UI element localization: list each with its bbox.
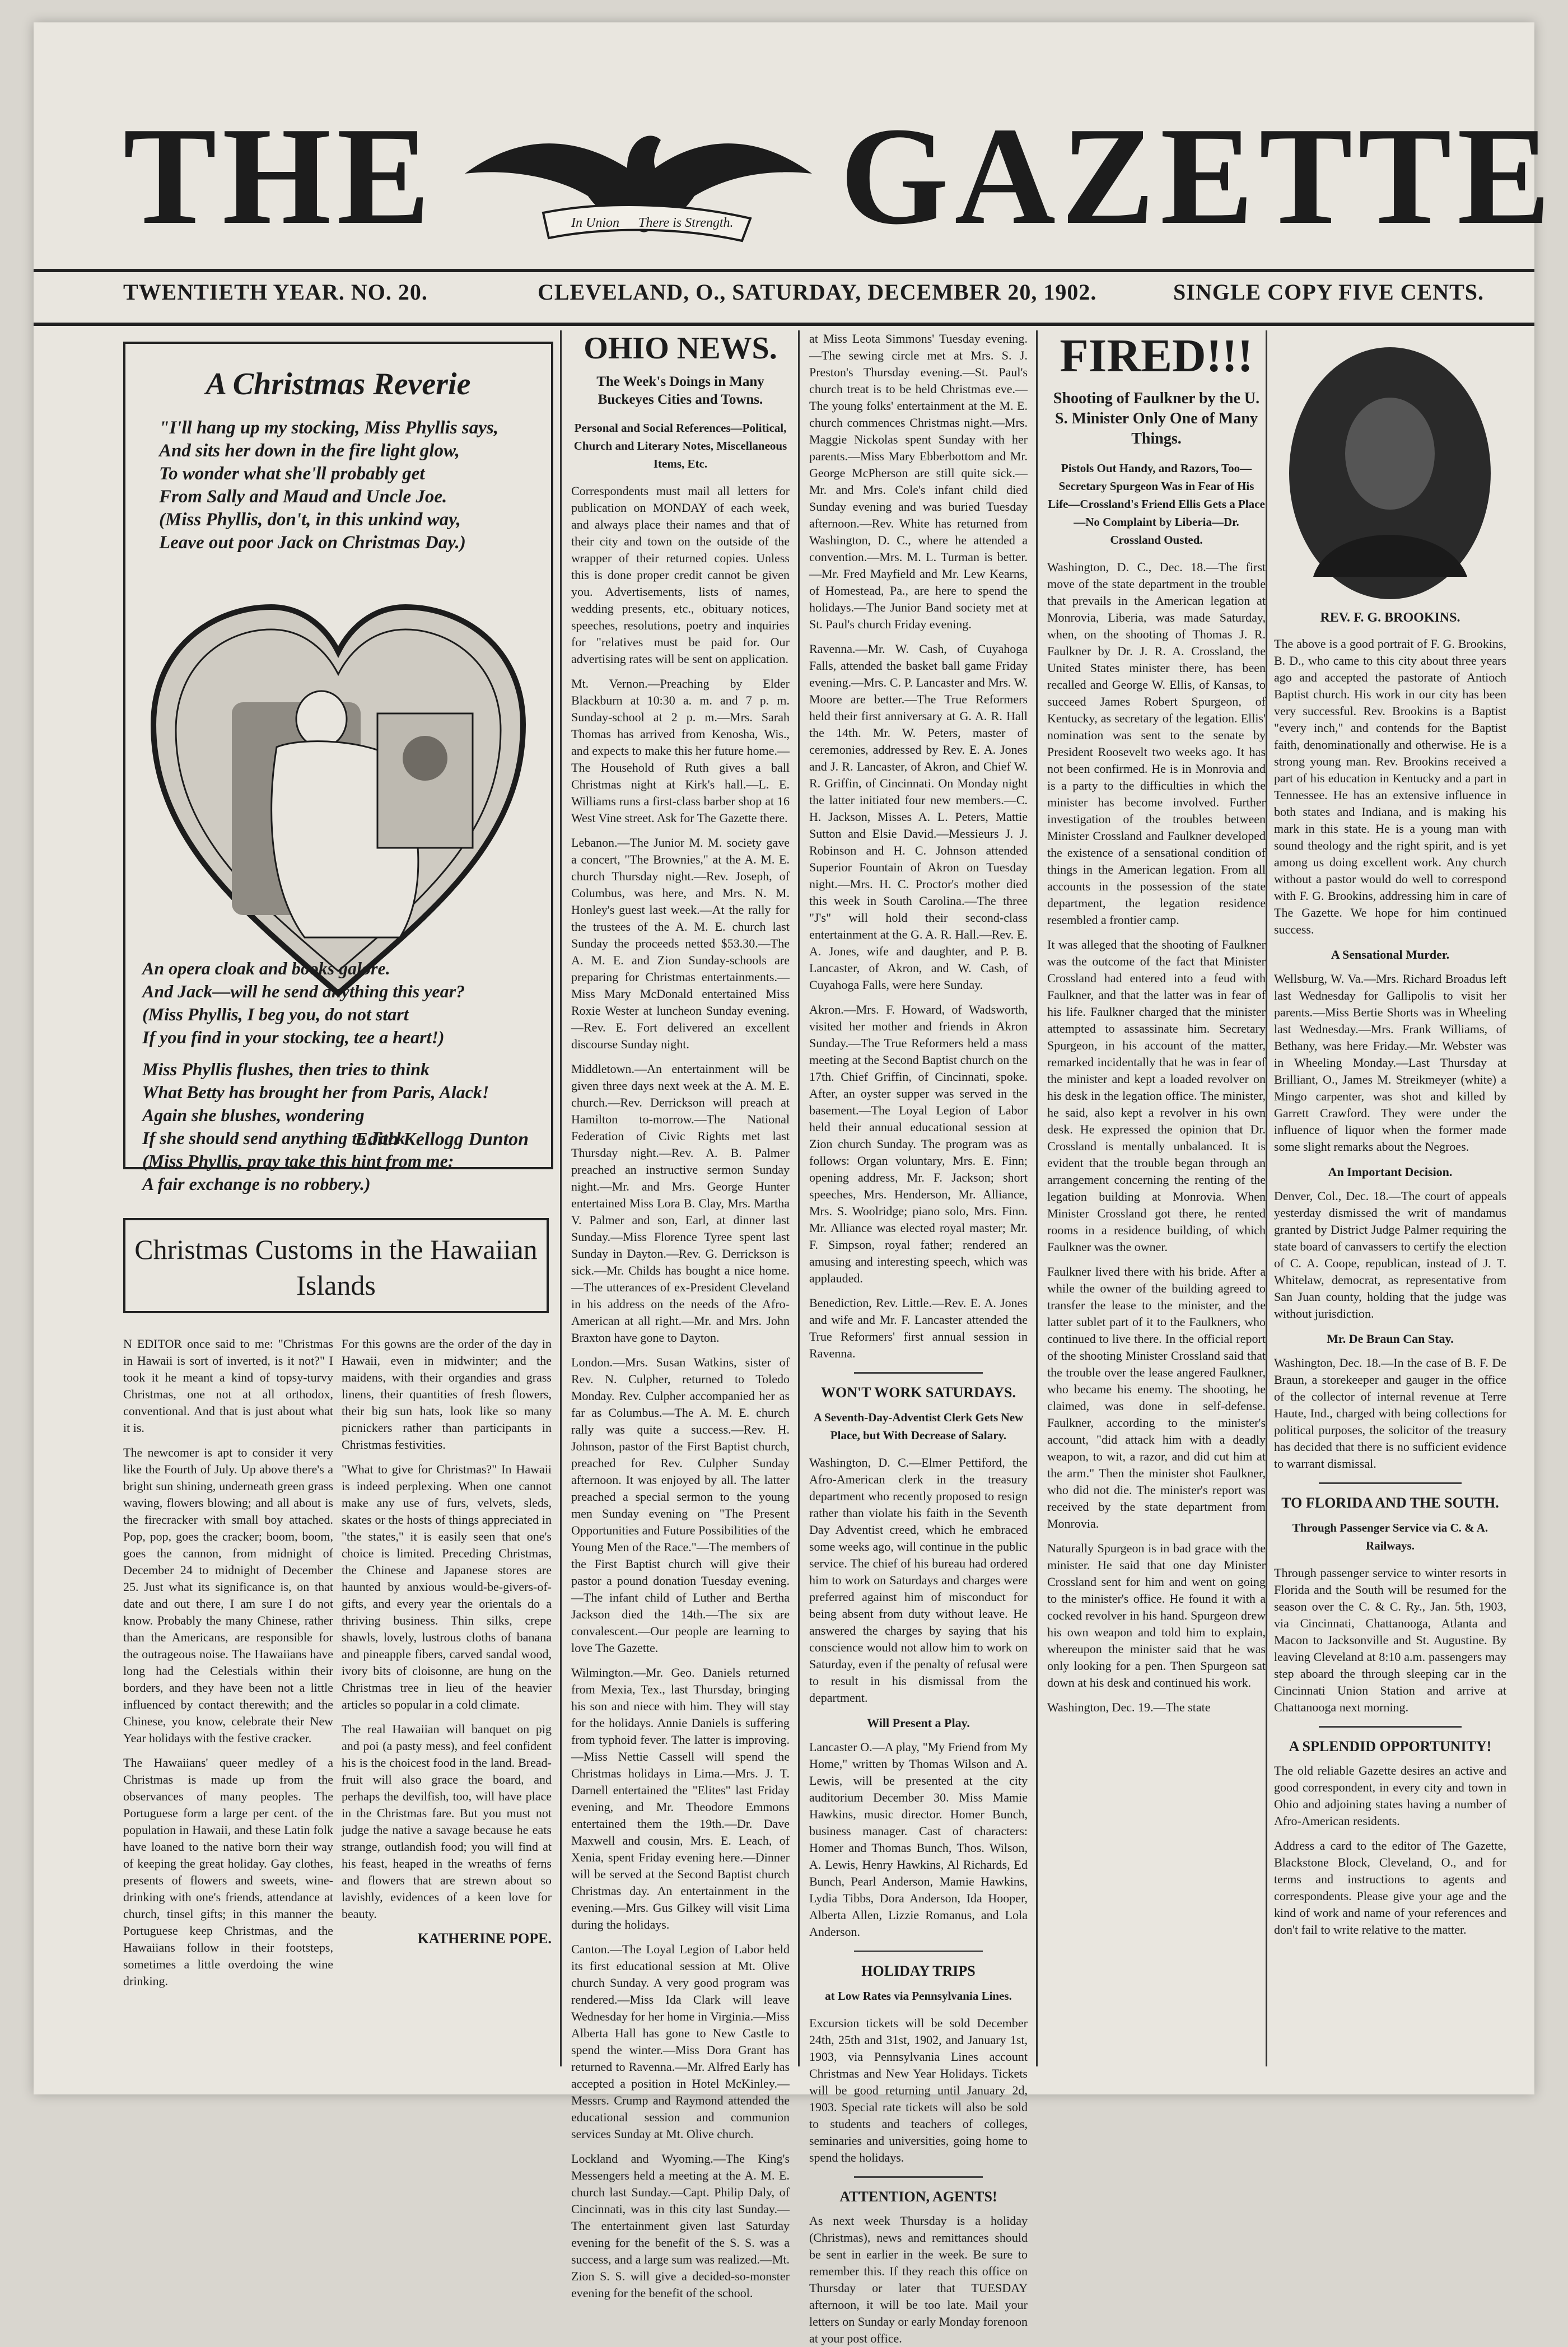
- eagle-emblem-icon: [459, 106, 818, 263]
- news-paragraph: Canton.—The Loyal Legion of Labor held its first educational session at Mt. Olive church Sunday. A very good program was rendered.—Miss Ida Clark will leave Wednesday for her home in Virginia.—Miss Alberta Hall has gone to New Castle to spend the winter.—Miss Dora Grant has returned to Ravenna.—Mr. Alfred Early has accepted a position in Hotel McKinley.—Messrs. Crump and Raymond attended the educational session and communion services Sunday at Mt. Olive church.: [571, 1942, 790, 2141]
- news-paragraph: Lockland and Wyoming.—The King's Messengers held a meeting at the A. M. E. church last Sunday.—Capt. Philip Daly, of Cincinnati, was in this city last Sunday.—The entertainment given last Saturday evening for the benefit of the S. S. was a success, and a large sum was realized.—Mt. Zion S. S. will give a decided-so-monster evening for the benefit of the school.: [571, 2152, 790, 2300]
- poem-line: (Miss Phyllis, don't, in this unkind way,: [159, 510, 461, 530]
- copy-price: SINGLE COPY FIVE CENTS.: [1173, 279, 1484, 305]
- news-paragraph: Mt. Vernon.—Preaching by Elder Blackburn at 10:30 a. m. and 7 p. m. Sunday-school at 2 p. m.—Mrs. Sarah Thomas has arrived from Kenosha, Wis., and expects to make this her future home.—The Household of Ruth gives a ball Christmas night at Kirk's hall.—L. E. Williams runs a first-class barber shop at 16 West Vine street. Ask for The Gazette there.: [571, 676, 790, 825]
- debraun-headline: Mr. De Braun Can Stay.: [1327, 1332, 1454, 1346]
- poem-line: A fair exchange is no robbery.): [142, 1174, 371, 1194]
- poem-line: From Sally and Maud and Uncle Joe.: [159, 487, 447, 507]
- news-paragraph: The old reliable Gazette desires an active and good correspondent, in every city and town in Ohio and adjoining states having a number of Afro-American residents.: [1274, 1763, 1506, 1828]
- ohio-news-column: [571, 330, 790, 2300]
- news-paragraph: Washington, D. C.—Elmer Pettiford, the Afro-American clerk in the treasury department who recently proposed to resign rather than violate his faith in the Seventh Day Adventist creed, which he embraced some weeks ago, will continue in the public service. The chief of his bureau had ordered him to work on Saturdays and charges were preferred against him of misconduct for being absent from duty without leave. He answered the charges by saying that his conscience would not allow him to work on Saturday, even if the penalty of refusal were to result in his dismissal from the department.: [809, 1455, 1028, 1705]
- fired-headline: FIRED!!!: [1060, 330, 1253, 382]
- masthead-title-gazette: GAZETTE: [840, 99, 1556, 254]
- poem-line: To wonder what she'll probably get: [159, 464, 425, 484]
- news-paragraph: It was alleged that the shooting of Faulkner was the outcome of the fact that Minister Crossland had entered into a feud with Faulkner, and that the latter was in fear of his life. Faulkner charged that the minister attempted to assassinate him. Secretary Spurgeon, in his account of the matter, remarked incidentally that he was in fear of the minister and kept a loaded revolver on his desk in the legation office. The minister, he said, also kept a revolver in his own desk. He expressed the opinion that Dr. Crossland is mentally unbalanced. It is evident that the trouble began through an arrangement concerning the renting of the legation building at Monrovia. When Minister Crossland got there, he rented rooms in a residence building, of which Faulkner was the owner.: [1047, 937, 1266, 1254]
- saturdays-deck: A Seventh-Day-Adventist Clerk Gets New Place, but With Decrease of Salary.: [813, 1411, 1024, 1442]
- christmas-reverie-box: [123, 342, 553, 1194]
- poem-line: And sits her down in the fire light glow,: [159, 441, 460, 461]
- dateline-bar: [34, 269, 1534, 326]
- article-paragraph: N EDITOR once said to me: "Christmas in Hawaii is sort of inverted, is it not?" I took it he meant a kind of topsy-turvy Christmas, one not at all orthodox, conventional. And that is just about what it is.: [123, 1337, 333, 1435]
- poem-line: If she should send anything to Jack.: [142, 1128, 410, 1148]
- florida-deck: Through Passenger Service via C. & A. Railways.: [1292, 1521, 1488, 1552]
- holiday-trips-headline: HOLIDAY TRIPS: [861, 1963, 976, 1979]
- newspaper-page: [34, 22, 1556, 2345]
- fired-subdeck: Pistols Out Handy, and Razors, Too—Secretary Spurgeon Was in Fear of His Life—Crossland's Friend Ellis Gets a Place—No Complaint by Liberia—Dr. Crossland Ousted.: [1048, 461, 1265, 547]
- fired-column: [1047, 330, 1266, 2066]
- play-headline: Will Present a Play.: [867, 1716, 970, 1730]
- customs-column-2: [342, 1336, 552, 2080]
- poem-line: "I'll hang up my stocking, Miss Phyllis says,: [159, 418, 499, 438]
- news-paragraph: Excursion tickets will be sold December 24th, 25th and 31st, 1902, and January 1st, 1903, via Pennsylvania Lines account Christmas and New Year Holidays. Tickets will be good returning until January 2d, 1903. Special rate tickets will also be sold to students and teachers of colleges, seminaries and universities, going home to spend the holidays.: [809, 2016, 1028, 2164]
- heart-illustration-icon: [137, 579, 540, 1005]
- poem-line: An opera cloak and books galore.: [142, 958, 390, 978]
- news-paragraph: Benediction, Rev. Little.—Rev. E. A. Jones and wife and Mr. F. Lancaster attended the True Reformers' first annual session in Ravenna.: [809, 1296, 1028, 1360]
- masthead: [34, 22, 1556, 258]
- news-paragraph: Middletown.—An entertainment will be given three days next week at the A. M. E. church.—Rev. Derrickson will preach at Hamilton to-morrow.—The National Federation of Civic Rights met last Thursday night.—Rev. A. B. Palmer preached an instructive sermon Sunday night.—Mr. and Mrs. George Hunter entertained Miss Lora B. Clay, Mrs. Martha V. Palmer and son, Earl, at dinner last Sunday.—Miss Florence Tyree spent last Sunday in Dayton.—Rev. G. Derrickson is sick.—Mr. Childs has bought a nice home.—The utterances of ex-President Cleveland in his address on the needs of the Afro-American at all right.—Mr. and Mrs. John Braxton have gone to Dayton.: [571, 1062, 790, 1345]
- section-divider: [854, 2176, 983, 2178]
- news-paragraph: Through passenger service to winter resorts in Florida and the South will be resumed for the season over the C. & C. Ry., Jan. 5th, 1903, via Cincinnati, Chattanooga, Atlanta and Macon to Jacksonville and St. Augustine. By leaving Cleveland at 8:10 a.m. passengers may step aboard the through sleeping car in the Cincinnati Union Station and arrive at Chattanooga next morning.: [1274, 1566, 1506, 1714]
- news-paragraph: Ravenna.—Mr. W. Cash, of Cuyahoga Falls, attended the basket ball game Friday evening.—Mrs. C. P. Lancaster and Mrs. W. Moore are better.—The True Reformers held their first anniversary at G. A. R. Hall the 14th. Mr. W. Peters, master of ceremonies, addressed by Rev. E. A. Jones and J. R. Lancaster, of Akron, and Chief W. R. Griffin, of Cincinnati. On Monday night the latter initiated four new members.—C. H. Jackson, Misses A. L. Peters, Mattie Sutton and Elsie David.—Messieurs J. J. Robinson and H. C. Johnson attended Superior Fountain of Akron on Tuesday night.—Mrs. H. C. Proctor's mother died this week in South Carolina.—The three "J's" will hold their second-class entertainment at the G. A. R. Hall.—Rev. E. A. Jones, wife and daughter, and P. B. Lancaster, of Akron, and W. Cash, of Cuyahoga Falls, were here Sunday.: [809, 642, 1028, 992]
- poem-line: Again she blushes, wondering: [142, 1105, 365, 1125]
- poem-title: A Christmas Reverie: [206, 367, 471, 402]
- customs-column-1: [123, 1336, 333, 2080]
- news-paragraph: Address a card to the editor of The Gazette, Blackstone Block, Cleveland, O., and for terms and instructions to agents and correspondents. Please give your age and the kind of work and name of your references and don't fail to write relative to the matter.: [1274, 1839, 1506, 1937]
- customs-author: KATHERINE POPE.: [417, 1930, 552, 1947]
- news-paragraph: Wilmington.—Mr. Geo. Daniels returned from Mexia, Tex., last Thursday, bringing his son and niece with him. They will stay for the holidays. Annie Daniels is suffering from typhoid fever. The latter is improving.—Miss Nettie Cassell will spend the Christmas holidays in Lima.—Mrs. J. T. Darnell entertained the "Elites" last Friday evening, and Mr. Theodore Emmons entertained them the 19th.—Dr. Dave Maxwell and cousin, Mrs. E. Leach, of Xenia, spent Friday evening here.—Dinner will be served at the Second Baptist church Christmas day. An entertainment in the evening.—Mrs. Gus Gilkey will visit Lima during the holidays.: [571, 1665, 790, 1931]
- attention-agents-headline: ATTENTION, AGENTS!: [839, 2189, 997, 2205]
- column-3: [809, 330, 1028, 2345]
- news-paragraph: London.—Mrs. Susan Watkins, sister of Rev. N. Culpher, returned to Toledo Monday. Rev. Culpher accompanied her as far as Columbus.—The A. M. E. church rally was quite a success.—Rev. H. Johnson, pastor of the First Baptist church, preached for Rev. Culpher Sunday afternoon. It was enjoyed by all. The latter preached a special sermon to the young men Sunday evening on "The Present Opportunities and Future Possibilities of the Young Men of the Race."—The members of the First Baptist church will give their pastor a pound donation Tuesday evening.—The infant child of Luther and Bertha Jackson died the 14th.—The six are convalescent.—Our people are learning to love The Gazette.: [571, 1355, 790, 1655]
- article-paragraph: The Hawaiians' queer medley of a Christmas is made up from the observances of many peoples. The Portuguese form a large per cent. of the population in Hawaii, and these Latin folk have loaned to the native born their way of keeping the great holiday. Gay clothes, presents of flowers and sweets, wine-drinking with one's friends, attendance at church, tinsel gifts; in this manner the Portuguese keep Christmas, and the Hawaiians follow in their footsteps, sometimes a little overdoing the wine drinking.: [123, 1756, 333, 1988]
- column-6: [1274, 636, 1506, 2064]
- news-paragraph: Faulkner lived there with his bride. After a while the owner of the building agreed to transfer the lease to the minister, and the latter sublet part of it to the Faulkners, who continued to live there. In the official report of the shooting Minister Crossland said that the trouble over the lease angered Faulkner, who became his enemy. The shooting, he claimed, was done in self-defense. Faulkner, according to the minister's account, "did attack him with a deadly weapon, to wit, a razor, and did cut him at the arm." Then the minister shot Faulkner, who did not die. The minister's report was received by the state department from Monrovia.: [1047, 1265, 1266, 1531]
- poem-author: Edith Kellogg Dunton: [355, 1129, 529, 1150]
- article-paragraph: The real Hawaiian will banquet on pig and poi (a pasty mess), and feel confident his is the choicest food in the land. Bread-fruit will also grace the board, and perhaps the devilfish, too, will have place in the Christmas fare. But you must not judge the native a savage because he eats strange, outlandish food; you will find at his feast, heaped in the wreaths of ferns and flowers that are strewn about so lavishly, evidences of a keen love for beauty.: [342, 1722, 552, 1921]
- news-paragraph: Denver, Col., Dec. 18.—The court of appeals yesterday dismissed the writ of mandamus granted by District Judge Palmer requiring the state board of canvassers to certify the election of C. A. Coope, republican, instead of J. T. Whitelaw, democrat, as representative from San Juan county, holding that the judge was without jurisdiction.: [1274, 1189, 1506, 1321]
- column-rule: [1036, 330, 1038, 2066]
- news-paragraph: Naturally Spurgeon is in bad grace with the minister. He said that one day Minister Crossland sent for him and went on going to the minister's office. He found it with a cocked revolver in his hand. Spurgeon drew his own weapon and told him to explain, whereupon the minister said that he was only looking for a pen. Then Spurgeon sat down at his desk and continued his work.: [1047, 1541, 1266, 1690]
- poem-bottom-lines: [142, 957, 534, 1196]
- news-paragraph: As next week Thursday is a holiday (Christmas), news and remittances should be sent in earlier in the week. Be sure to remember this. If they reach this office on Thursday or later that TUESDAY afternoon, it will be too late. Mail your letters on Sunday or early Monday forenoon at your post office.: [809, 2214, 1028, 2345]
- column-rule: [560, 330, 562, 2066]
- article-paragraph: The newcomer is apt to consider it very like the Fourth of July. Up above there's a bright sun shining, underneath green grass waving, flowers blowing; and all about is the firecracker with small boy attached. Pop, pop, goes the cracker; boom, boom, goes the cannon, from midnight of December 24 to midnight of December 25. Just what its significance is, on that date and out there, I am sure I do not know. Probably the many Chinese, rather than the Americans, are responsible for the outrageous noise. The Hawaiians have long had the Celestials within their borders, and they have been not a little influenced by contact therewith; and the Chinese, you know, celebrate their New Year holidays with the festive cracker.: [123, 1445, 333, 1745]
- news-paragraph: at Miss Leota Simmons' Tuesday evening.—The sewing circle met at Mrs. S. J. Preston's Thursday evening.—St. Paul's church treat is to be held Christmas eve.—The young folks' entertainment at the M. E. church commences Christmas night.—Mrs. Maggie Nickolas spent Sunday with her parents.—Miss Mary Ebberbottom and Mr. George McPherson are still quite sick.—Mr. and Mrs. Cole's infant child died Sunday evening and was buried Tuesday afternoon.—Rev. White has returned from Washington, D. C., where he attended a convention.—Mrs. M. L. Turman is better.—Mr. Fred Mayfield and Mr. Lew Kearns, of Homestead, Pa., are here to spend the holidays.—The Junior Band society met at St. Paul's church Friday evening.: [809, 332, 1028, 631]
- ohio-news-deck: The Week's Doings in Many Buckeyes Cities and Towns.: [596, 374, 764, 407]
- news-paragraph: Correspondents must mail all letters for publication on MONDAY of each week, and always place their names and that of their city and town on the outside of the wrapper of their returned copies. Unless this is done proper credit cannot be given you. Advertisements, lists of names, wedding presents, etc., obituary notices, speeches, resolutions, poetry and inquiries for "relatives must be paid for. Our advertising rates will be sent on application.: [571, 484, 790, 666]
- poem-line: Leave out poor Jack on Christmas Day.): [159, 533, 466, 553]
- poem-line: (Miss Phyllis, I beg you, do not start: [142, 1004, 409, 1024]
- article-paragraph: For this gowns are the order of the day in Hawaii, even in midwinter; and the maidens, with their organdies and grass linens, their quantities of fresh flowers, their big sun hats, look like so many picnickers rather than participants in Christmas festivities.: [342, 1337, 552, 1452]
- section-divider: [854, 1372, 983, 1374]
- news-paragraph: Akron.—Mrs. F. Howard, of Wadsworth, visited her mother and friends in Akron Sunday.—The True Reformers held a mass meeting at the Second Baptist church on the 17th. Chief Griffin, of Cincinnati, spoke. After, an oyster supper was served in the basement.—The Loyal Legion of Labor held their annual educational session at Zion church Sunday. The program was as follows: Organ voluntary, Mrs. E. Finn; opening address, Mr. F. Jackson; short speeches, Mrs. Henderson, Mr. Alliance, Mrs. S. Woolridge; piano solo, Mrs. Finn. Mr. Alliance was elected royal master; Mr. F. Simpson, royal father; rendered an amusing and interesting speech, which was applauded.: [809, 1002, 1028, 1285]
- portrait-icon: [1274, 342, 1506, 605]
- poem-top-lines: [159, 417, 529, 554]
- ohio-news-subdeck: Personal and Social References—Political, Church and Literary Notes, Miscellaneous Items, Etc.: [573, 421, 787, 470]
- place-date: CLEVELAND, O., SATURDAY, DECEMBER 20, 1902.: [538, 279, 1097, 305]
- section-divider: [1319, 1726, 1462, 1728]
- eagle-banner-right: There is Strength.: [638, 216, 734, 230]
- fired-deck: Shooting of Faulkner by the U. S. Minister Only One of Many Things.: [1053, 390, 1260, 447]
- poem-line: (Miss Phyllis, pray take this hint from me:: [142, 1151, 454, 1171]
- poem-line: Miss Phyllis flushes, then tries to think: [142, 1059, 430, 1079]
- section-divider: [1319, 1482, 1462, 1484]
- news-paragraph: Washington, D. C., Dec. 18.—The first move of the state department in the trouble that prevails in the American legation at Monrovia, Liberia, was made Saturday, when, on the shooting of Thomas J. R. Faulkner by Dr. J. R. A. Crossland, the United States minister there, has been recalled and George W. Ellis, of Kansas, to succeed James Robert Spurgeon, of Kentucky, as secretary of the legation. Ellis' nomination was sent to the senate by President Roosevelt two weeks ago. It has not been confirmed. He is in Monrovia and is a party to the difficulties in which the minister has become involved. Further investigation of the troubles between Minister Crossland and Faulkner developed the existence of a sensational condition of things in the American legation. From all accounts in the possession of the state department, the legation residence resembled a frontier camp.: [1047, 560, 1266, 927]
- saturdays-headline: WON'T WORK SATURDAYS.: [821, 1384, 1016, 1401]
- news-paragraph: Washington, Dec. 19.—The state: [1047, 1700, 1211, 1714]
- florida-headline: TO FLORIDA AND THE SOUTH.: [1281, 1495, 1499, 1511]
- column-rule: [798, 330, 800, 2066]
- ohio-news-headline: OHIO NEWS.: [584, 331, 777, 366]
- year-number: TWENTIETH YEAR. NO. 20.: [123, 279, 428, 305]
- news-paragraph: The above is a good portrait of F. G. Brookins, B. D., who came to this city about three years ago and accepted the pastorate of Antioch Baptist church. His work in our city has been very successful. Rev. Brookins is a Baptist "every inch," and contends for the Baptist faith, denominationally and otherwise. He is a strong young man. Rev. Brookins received a part of his education in Kentucky and a part in Tennessee. He has an extensive influence in both states and Indiana, and is making his mark in this state. He is a young man with sound theology and the right spirit, and is yet among us doing excellent work. Any church without a pastor would do well to correspond with F. G. Brookins, addressing him in care of The Gazette. We hope for him continued success.: [1274, 637, 1506, 936]
- murder-headline: A Sensational Murder.: [1331, 948, 1450, 962]
- news-paragraph: Washington, Dec. 18.—In the case of B. F. De Braun, a storekeeper and gauger in the office of the collector of internal revenue at Terre Haute, Ind., charged with being collections for political purposes, the solicitor of the treasury has decided that there is no sufficient evidence to warrant dismissal.: [1274, 1356, 1506, 1471]
- article-paragraph: "What to give for Christmas?" In Hawaii is indeed perplexing. When one cannot make any use of furs, velvets, sleds, skates or the hosts of things appreciated in "the states," it is easily seen that one's choice is limited. Preceding Christmas, the Chinese and Japanese stores are haunted by anxious would-be-givers-of-gifts, and every year the orientals do a thriving business. Thin silks, crepe shawls, lovely, lustrous cloths of banana and pineapple fibers, carved sandal wood, ivory bits of cloisonne, are hung on the Christmas tree in lieu of the heavier articles so popular in a cold climate.: [342, 1462, 552, 1711]
- column-rule: [1266, 330, 1267, 2066]
- opportunity-headline: A SPLENDID OPPORTUNITY!: [1289, 1738, 1492, 1755]
- holiday-trips-deck: at Low Rates via Pennsylvania Lines.: [825, 1989, 1012, 2003]
- masthead-title-the: THE: [123, 99, 436, 254]
- section-divider: [854, 1951, 983, 1952]
- news-paragraph: Wellsburg, W. Va.—Mrs. Richard Broadus left last Wednesday for Gallipolis to visit her parents.—Miss Bertie Shorts was in Wheeling last Wednesday.—Mrs. Frank Williams, of Bethany, was here Friday.—Mr. Webster was in Wheeling Monday.—Last Thursday at Brilliant, O., James M. Streikmeyer (white) a Mingo carpenter, was shot and killed by Garrett Crawford. They were under the influence of liquor when the former made some slight remarks about the Negroes.: [1274, 972, 1506, 1154]
- poem-line: And Jack—will he send anything this year?: [142, 981, 465, 1001]
- poem-line: If you find in your stocking, tee a heart!): [142, 1027, 445, 1047]
- decision-headline: An Important Decision.: [1328, 1165, 1453, 1179]
- news-paragraph: Lancaster O.—A play, "My Friend from My Home," written by Thomas Wilson and A. Lewis, will be presented at the city auditorium December 30. Miss Mamie Hawkins, music director. Homer Bunch, business manager. Cast of characters: Homer and Thomas Bunch, Thos. Wilson, A. Lewis, Henry Hawkins, Al Richards, Ed Bunch, Pearl Anderson, Mamie Hawkins, Lydia Tibbs, Dora Anderson, Ida Hooper, Alberta Allen, Lizzie Romanus, and Lola Anderson.: [809, 1740, 1028, 1939]
- eagle-banner-left: In Union: [571, 216, 619, 230]
- poem-line: What Betty has brought her from Paris, Alack!: [142, 1082, 489, 1102]
- portrait-caption: REV. F. G. BROOKINS.: [1320, 610, 1460, 625]
- customs-headline: Christmas Customs in the Hawaiian Islands: [123, 1218, 549, 1313]
- news-paragraph: Lebanon.—The Junior M. M. society gave a concert, "The Brownies," at the A. M. E. church Thursday night.—Rev. Joseph, of Columbus, was here, and Mrs. N. M. Honley's guest last week.—At the rally for the trustees of the A. M. E. church last Sunday the proceeds netted $53.30.—The A. M. E. and Zion Sunday-schools are preparing for Christmas entertainments.—Miss Mary McDonald entertained Miss Roxie Wester at luncheon Sunday evening.—Rev. E. Fort delivered an excellent discourse Sunday night.: [571, 836, 790, 1051]
